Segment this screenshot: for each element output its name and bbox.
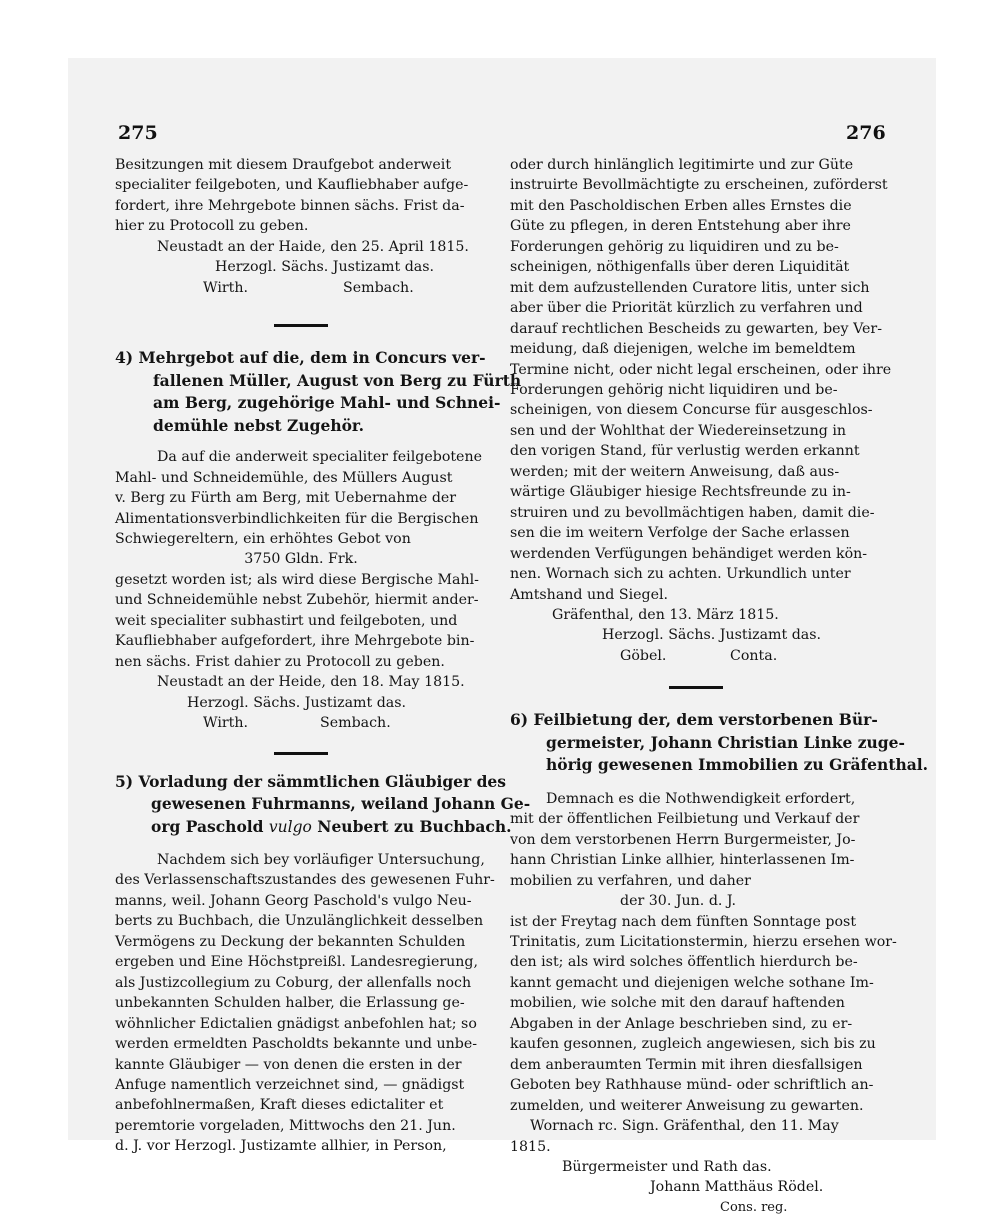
- text-line: Forderungen gehörig zu liquidiren und zu be-: [510, 238, 839, 255]
- office-signature: Herzogl. Sächs. Justizamt das.: [187, 694, 407, 711]
- text-line: anbefohlnermaßen, Kraft dieses edictaliter et: [115, 1097, 444, 1114]
- text-line: hann Christian Linke allhier, hinterlassenen Im-: [510, 852, 855, 869]
- text-line: weit specialiter subhastirt und feilgeboten, und: [115, 612, 458, 629]
- heading-line: [115, 816, 512, 839]
- page-number-left: 275: [118, 122, 158, 144]
- text-line: 1815.: [510, 1138, 551, 1155]
- text-line: peremtorie vorgeladen, Mittwochs den 21. Jun.: [115, 1117, 456, 1134]
- text-line: mit der öffentlichen Feilbietung und Verkauf der: [510, 811, 860, 828]
- text-line: Vermögens zu Deckung der bekannten Schulden: [115, 933, 466, 950]
- signature: Conta.: [730, 647, 778, 664]
- text-line: wöhnlicher Edictalien gnädigst anbefohlen hat; so: [115, 1015, 477, 1032]
- signature: Sembach.: [320, 715, 391, 732]
- text-line: den ist; als wird solches öffentlich hierdurch be-: [510, 954, 858, 971]
- page-number-right: 276: [846, 122, 886, 144]
- section-5-continuation: [510, 155, 892, 605]
- section-divider: [274, 752, 328, 755]
- right-column: [510, 155, 929, 1218]
- signatures: [115, 278, 487, 298]
- text-line: ergeben und Eine Höchstpreißl. Landesregierung,: [115, 954, 479, 971]
- signature: Johann Matthäus Rödel.: [650, 1179, 824, 1196]
- text-line: Forderungen gehörig nicht liquidiren und be-: [510, 381, 838, 398]
- heading-line: 5) Vorladung der sämmtlichen Gläubiger des: [115, 771, 507, 791]
- text-line: v. Berg zu Fürth am Berg, mit Uebernahme der: [115, 490, 457, 507]
- text-line: scheinigen, nöthigenfalls über deren Liquidität: [510, 259, 850, 276]
- intro-paragraph: [115, 155, 487, 237]
- signature: Wirth.: [203, 715, 249, 732]
- text-line: manns, weil. Johann Georg Paschold's vulgo Neu-: [115, 892, 472, 909]
- signature: Bürgermeister und Rath das.: [562, 1158, 772, 1175]
- text-line: werden ermeldten Pascholdts bekannte und unbe-: [115, 1036, 478, 1053]
- text-line: wärtige Gläubiger hiesige Rechtsfreunde zu in-: [510, 484, 851, 501]
- text-line: mobilien zu verfahren, und daher: [510, 872, 751, 889]
- text-line: meidung, daß diejenigen, welche im bemeldtem: [510, 341, 856, 358]
- text-line: nen sächs. Frist dahier zu Protocoll zu geben.: [115, 653, 445, 670]
- text-line: zumelden, und weiterer Anweisung zu gewarten.: [510, 1097, 864, 1114]
- signatures: [115, 713, 487, 733]
- signature: Sembach.: [343, 279, 414, 296]
- amount: 3750 Gldn. Frk.: [244, 551, 358, 568]
- text-line: sen die im weitern Verfolge der Sache erlassen: [510, 525, 850, 542]
- section-4-body: [115, 447, 487, 672]
- section-5-body: [115, 850, 495, 1157]
- text-line: Amtshand und Siegel.: [510, 586, 669, 603]
- text-line: d. J. vor Herzogl. Justizamte allhier, in Person,: [115, 1138, 447, 1155]
- signatures: [510, 646, 882, 666]
- text-line: Kaufliebhaber aufgefordert, ihre Mehrgebote bin-: [115, 633, 475, 650]
- section-6-body: [510, 789, 897, 1157]
- heading-italic-text: vulgo: [268, 817, 312, 836]
- text-line: des Verlassenschaftszustandes des gewesenen Fuhr-: [115, 872, 495, 889]
- text-line: Anfuge namentlich verzeichnet sind, — gnädigst: [115, 1077, 465, 1093]
- dateline: Neustadt an der Heide, den 18. May 1815.: [157, 674, 465, 691]
- text-line: darauf rechtlichen Bescheids zu gewarten, bey Ver-: [510, 320, 882, 337]
- text-line: unbekannten Schulden halber, die Erlassung ge-: [115, 995, 465, 1012]
- text-line: mobilien, wie solche mit den darauf haftenden: [510, 995, 845, 1012]
- text-line: als Justizcollegium zu Coburg, der allenfalls noch: [115, 974, 472, 991]
- heading-line: 4) Mehrgebot auf die, dem in Concurs ver-: [115, 348, 486, 368]
- text-line: ist der Freytag nach dem fünften Sonntage post: [510, 913, 857, 930]
- left-column: [115, 155, 531, 1157]
- text-line: Schwiegereltern, ein erhöhtes Gebot von: [115, 530, 411, 547]
- text-line: Güte zu pflegen, in deren Entstehung aber ihre: [510, 218, 851, 235]
- signature: Wirth.: [203, 279, 249, 296]
- heading-line: demühle nebst Zugehör.: [153, 415, 365, 435]
- text-line: nen. Wornach sich zu achten. Urkundlich unter: [510, 566, 851, 583]
- text-line: instruirte Bevollmächtigte zu erscheinen, zuförderst: [510, 177, 888, 194]
- date-line: der 30. Jun. d. J.: [620, 893, 737, 910]
- text-line: struiren und zu bevollmächtigen haben, damit die-: [510, 504, 875, 521]
- section-5-heading: [115, 771, 531, 839]
- text-line: Wornach rc. Sign. Gräfenthal, den 11. May: [530, 1118, 839, 1135]
- section-divider: [274, 324, 328, 327]
- text-line: berts zu Buchbach, die Unzulänglichkeit desselben: [115, 913, 484, 930]
- text-line: Besitzungen mit diesem Draufgebot anderweit: [115, 157, 452, 173]
- heading-line: hörig gewesenen Immobilien zu Gräfenthal.: [546, 755, 929, 775]
- text-line: kaufen gesonnen, zugleich angewiesen, sich bis zu: [510, 1036, 876, 1053]
- section-4-heading: [115, 347, 522, 437]
- heading-line: fallenen Müller, August von Berg zu Fürth: [153, 370, 522, 390]
- text-line: Alimentationsverbindlichkeiten für die Bergischen: [115, 510, 479, 527]
- section-divider: [669, 686, 723, 689]
- dateline: Gräfenthal, den 13. März 1815.: [552, 606, 779, 623]
- text-line: specialiter feilgeboten, und Kaufliebhaber aufge-: [115, 177, 469, 194]
- text-line: dem anberaumten Termin mit ihren diesfallsigen: [510, 1056, 863, 1073]
- text-line: von dem verstorbenen Herrn Burgermeister, Jo-: [510, 831, 856, 848]
- heading-text: Neubert zu Buchbach.: [311, 816, 512, 836]
- text-line: aber über die Priorität kürzlich zu verfahren und: [510, 300, 863, 317]
- heading-line: germeister, Johann Christian Linke zuge-: [546, 732, 905, 752]
- text-line: fordert, ihre Mehrgebote binnen sächs. Frist da-: [115, 197, 465, 214]
- signature: Göbel.: [620, 647, 667, 664]
- text-line: scheinigen, von diesem Concurse für ausgeschlos-: [510, 402, 873, 419]
- text-line: Demnach es die Nothwendigkeit erfordert,: [546, 790, 856, 807]
- heading-line: am Berg, zugehörige Mahl- und Schnei-: [153, 393, 501, 413]
- section-6-heading: [510, 709, 929, 777]
- text-line: sen und der Wohlthat der Wiedereinsetzung in: [510, 422, 847, 439]
- text-line: Mahl- und Schneidemühle, des Müllers August: [115, 469, 453, 486]
- text-line: Nachdem sich bey vorläufiger Untersuchung,: [157, 852, 485, 869]
- office-signature: Herzogl. Sächs. Justizamt das.: [215, 259, 435, 276]
- heading-text: org Paschold: [151, 816, 269, 836]
- text-line: den vorigen Stand, für verlustig werden erkannt: [510, 443, 860, 460]
- text-line: mit dem aufzustellenden Curatore litis, unter sich: [510, 279, 870, 296]
- office-signature: Herzogl. Sächs. Justizamt das.: [602, 627, 822, 644]
- heading-line: gewesenen Fuhrmanns, weiland Johann Ge-: [151, 794, 531, 814]
- text-line: Geboten bey Rathhause münd- oder schriftlich an-: [510, 1077, 874, 1094]
- text-line: werdenden Verfügungen behändiget werden kön-: [510, 545, 868, 562]
- text-line: oder durch hinlänglich legitimirte und zur Güte: [510, 157, 854, 173]
- text-line: Abgaben in der Anlage beschrieben sind, zu er-: [510, 1015, 853, 1032]
- text-line: Da auf die anderweit specialiter feilgebotene: [157, 449, 482, 466]
- text-line: Termine nicht, oder nicht legal erscheinen, oder ihre: [510, 361, 892, 378]
- text-line: Trinitatis, zum Licitationstermin, hierzu ersehen wor-: [510, 934, 897, 950]
- dateline: Neustadt an der Haide, den 25. April 1815.: [157, 238, 469, 255]
- text-line: gesetzt worden ist; als wird diese Bergische Mahl-: [115, 571, 479, 588]
- heading-line: 6) Feilbietung der, dem verstorbenen Bür-: [510, 710, 878, 730]
- text-line: werden; mit der weitern Anweisung, daß aus-: [510, 463, 840, 480]
- signature: Cons. reg.: [720, 1199, 788, 1215]
- text-line: hier zu Protocoll zu geben.: [115, 218, 309, 235]
- text-line: kannte Gläubiger — von denen die ersten in der: [115, 1056, 462, 1073]
- text-line: mit den Pascholdischen Erben alles Ernstes die: [510, 197, 852, 214]
- text-line: und Schneidemühle nebst Zubehör, hiermit ander-: [115, 592, 479, 609]
- text-line: kannt gemacht und diejenigen welche sothane Im-: [510, 974, 874, 991]
